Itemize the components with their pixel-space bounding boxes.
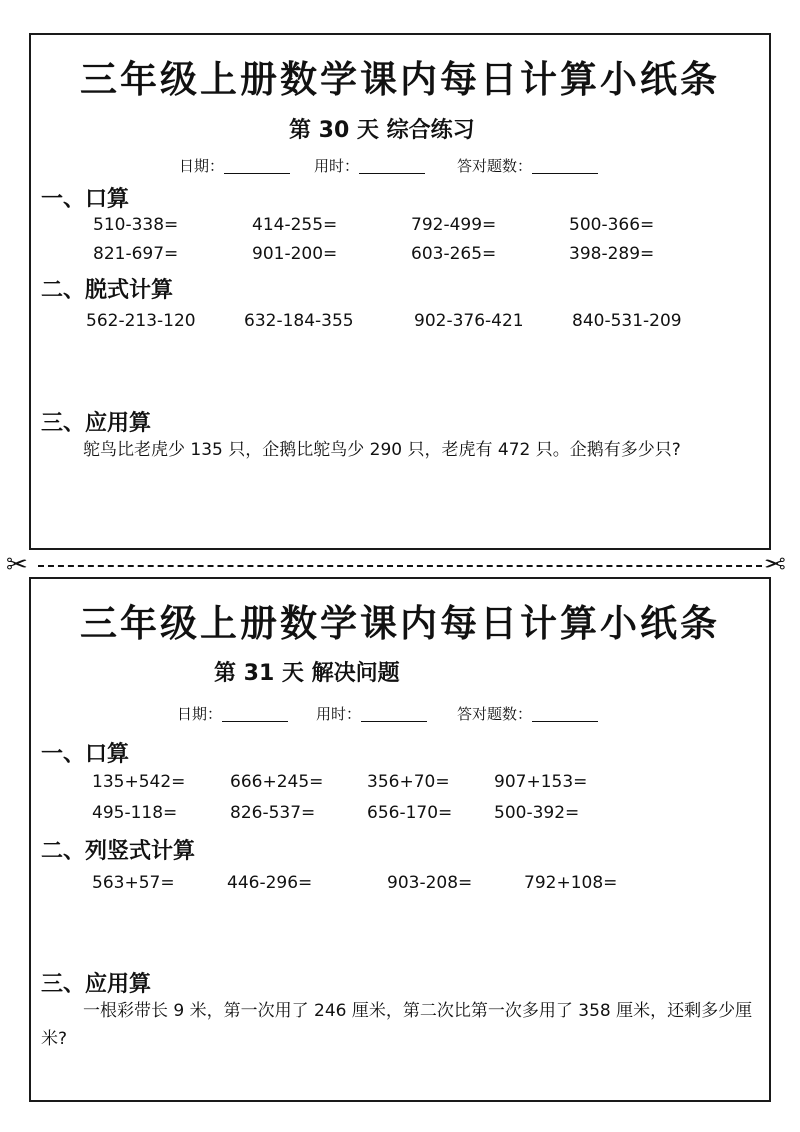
problem: 840-531-209 [572, 311, 682, 331]
problem: 562-213-120 [86, 311, 196, 331]
date-blank [222, 705, 288, 722]
time-blank [361, 705, 427, 722]
problem: 792-499= [411, 215, 497, 235]
section-vertical-heading: 二、列竖式计算 [41, 839, 196, 864]
cut-line [38, 565, 762, 567]
problem: 821-697= [93, 244, 179, 264]
problem: 446-296= [227, 873, 313, 893]
date-blank [224, 157, 290, 174]
worksheet-day-30 [29, 33, 771, 550]
date-label: 日期： [179, 157, 225, 175]
correct-count-field [457, 155, 598, 176]
correct-count-blank [532, 157, 598, 174]
problem: 500-392= [494, 803, 580, 823]
correct-count-label: 答对题数： [457, 157, 533, 175]
time-label: 用时： [314, 157, 360, 175]
problem: 666+245= [230, 772, 324, 792]
section-applied-heading: 三、应用算 [41, 411, 152, 436]
worksheet-title: 三年级上册数学课内每日计算小纸条 [80, 602, 720, 645]
problem: 903-208= [387, 873, 473, 893]
problem: 510-338= [93, 215, 179, 235]
time-field [314, 155, 425, 176]
worksheet-day-31 [29, 577, 771, 1102]
problem: 902-376-421 [414, 311, 524, 331]
problem: 563+57= [92, 873, 175, 893]
problem: 632-184-355 [244, 311, 354, 331]
scissors-icon: ✂ [764, 550, 786, 580]
problem: 907+153= [494, 772, 588, 792]
section-step-heading: 二、脱式计算 [41, 278, 174, 303]
problem: 356+70= [367, 772, 450, 792]
word-problem: 鸵鸟比老虎少 135 只，企鹅比鸵鸟少 290 只，老虎有 472 只。企鹅有多少只? [83, 440, 681, 460]
problem: 656-170= [367, 803, 453, 823]
section-oral-heading: 一、口算 [41, 187, 130, 212]
date-field [177, 703, 288, 724]
date-field [179, 155, 290, 176]
worksheet-title: 三年级上册数学课内每日计算小纸条 [80, 58, 720, 101]
date-label: 日期： [177, 705, 223, 723]
section-oral-heading: 一、口算 [41, 742, 130, 767]
word-problem: 一根彩带长 9 米，第一次用了 246 厘米，第二次比第一次多用了 358 厘米，还剩多少厘米? [41, 1001, 753, 1049]
problem: 826-537= [230, 803, 316, 823]
problem: 901-200= [252, 244, 338, 264]
problem: 398-289= [569, 244, 655, 264]
day-subtitle: 第 31 天 解决问题 [214, 661, 400, 686]
problem: 414-255= [252, 215, 338, 235]
problem: 500-366= [569, 215, 655, 235]
scissors-icon: ✂ [6, 550, 28, 580]
day-subtitle: 第 30 天 综合练习 [289, 118, 475, 143]
time-field [316, 703, 427, 724]
problem: 792+108= [524, 873, 618, 893]
time-blank [359, 157, 425, 174]
problem: 603-265= [411, 244, 497, 264]
correct-count-field [457, 703, 598, 724]
correct-count-label: 答对题数： [457, 705, 533, 723]
correct-count-blank [532, 705, 598, 722]
problem: 495-118= [92, 803, 178, 823]
time-label: 用时： [316, 705, 362, 723]
section-applied-heading: 三、应用算 [41, 972, 152, 997]
problem: 135+542= [92, 772, 186, 792]
